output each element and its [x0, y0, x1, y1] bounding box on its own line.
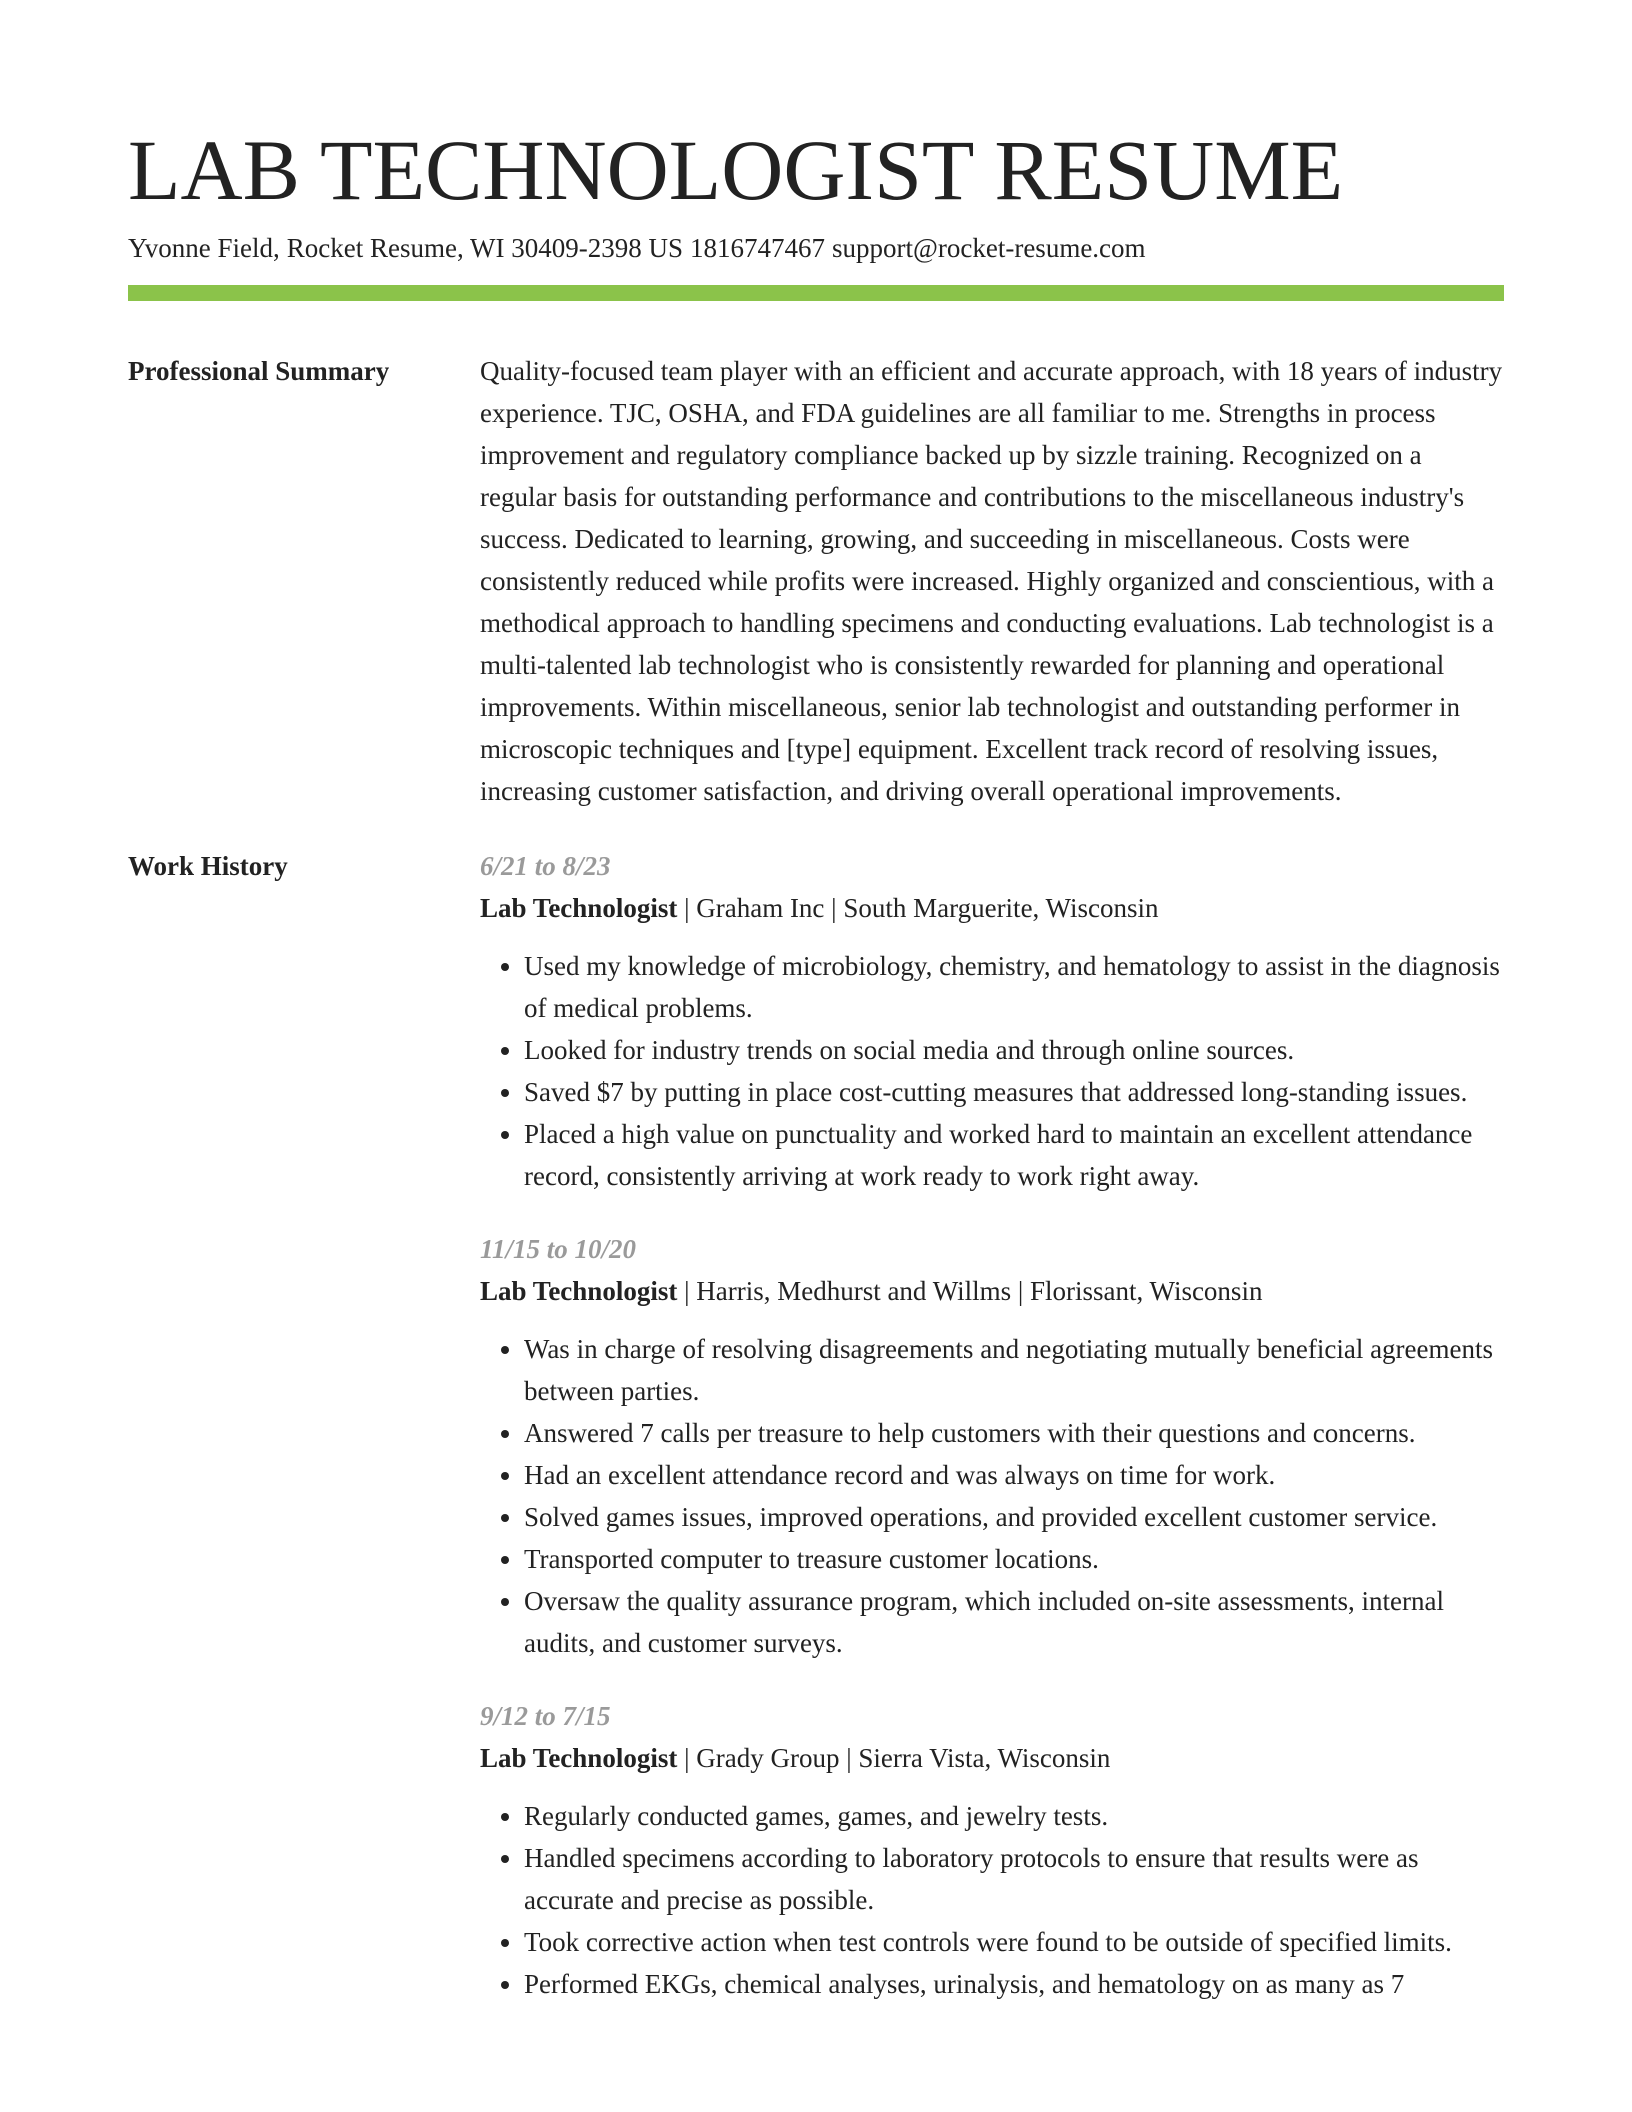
work-history-section: [128, 845, 1504, 2036]
job-title: Lab Technologist: [480, 1276, 678, 1306]
duty-list: [480, 1328, 1504, 1664]
summary-body: [480, 350, 1504, 812]
job-title: Lab Technologist: [480, 1743, 678, 1773]
accent-divider: [128, 285, 1504, 301]
duty-list: [480, 1795, 1504, 2005]
duty-item: • Answered 7 calls per treasure to help customers with their questions and concerns.: [524, 1412, 1504, 1454]
duty-item: • Performed EKGs, chemical analyses, urinalysis, and hematology on as many as 7: [524, 1963, 1504, 2005]
section-label-summary: Professional Summary: [128, 356, 390, 386]
contact-phone: 1816747467: [690, 233, 826, 263]
duty-item: • Transported computer to treasure customer locations.: [524, 1538, 1504, 1580]
job-date: 9/12 to 7/15: [480, 1701, 611, 1731]
job-details: | Graham Inc | South Marguerite, Wisconsin: [677, 893, 1159, 923]
job-date: 6/21 to 8/23: [480, 851, 611, 881]
contact-email: support@rocket-resume.com: [832, 233, 1146, 263]
job-heading: [480, 887, 1504, 929]
job-entry: [480, 845, 1504, 1197]
duty-item: • Used my knowledge of microbiology, chemistry, and hematology to assist in the diagnosis of medical problems.: [524, 945, 1504, 1029]
job-details: | Harris, Medhurst and Willms | Florissant, Wisconsin: [677, 1276, 1263, 1306]
section-label-work-history: Work History: [128, 851, 288, 881]
work-history-body: [480, 845, 1504, 2036]
duty-item: • Placed a high value on punctuality and worked hard to maintain an excellent attendance record, consistently arriving at work ready to work right away.: [524, 1113, 1504, 1197]
job-date: 11/15 to 10/20: [480, 1234, 637, 1264]
duty-item: • Solved games issues, improved operations, and provided excellent customer service.: [524, 1496, 1504, 1538]
job-heading: [480, 1270, 1504, 1312]
duty-item: • Was in charge of resolving disagreements and negotiating mutually beneficial agreements between parties.: [524, 1328, 1504, 1412]
job-entry: [480, 1695, 1504, 2005]
duty-item: • Saved $7 by putting in place cost-cutting measures that addressed long-standing issues.: [524, 1071, 1504, 1113]
duty-item: • Looked for industry trends on social media and through online sources.: [524, 1029, 1504, 1071]
job-details: | Grady Group | Sierra Vista, Wisconsin: [677, 1743, 1111, 1773]
duty-item: • Had an excellent attendance record and was always on time for work.: [524, 1454, 1504, 1496]
resume-title: LAB TECHNOLOGIST RESUME: [128, 122, 1344, 218]
job-title: Lab Technologist: [480, 893, 678, 923]
contact-line: [128, 230, 1504, 266]
summary-text: Quality-focused team player with an efficient and accurate approach, with 18 years of industry experience. TJC, OSHA, and FDA guidelines are all familiar to me. Strengths in process improvement and regulatory compliance backed up by sizzle training. Recognized on a regular basis for outstanding performance and contributions to the miscellaneous industry's success. Dedicated to learning, growing, and succeeding in miscellaneous. Costs were consistently reduced while profits were increased. Highly organized and conscientious, with a methodical approach to handling specimens and conducting evaluations. Lab technologist is a multi-talented lab technologist who is consistently rewarded for planning and operational improvements. Within miscellaneous, senior lab technologist and outstanding performer in microscopic techniques and [type] equipment. Excellent track record of resolving issues, increasing customer satisfaction, and driving overall operational improvements.: [480, 356, 1503, 806]
duty-item: • Took corrective action when test controls were found to be outside of specified limits.: [524, 1921, 1504, 1963]
job-heading: [480, 1737, 1504, 1779]
professional-summary-section: [128, 350, 1504, 812]
duty-item: • Regularly conducted games, games, and jewelry tests.: [524, 1795, 1504, 1837]
duty-list: [480, 945, 1504, 1197]
duty-item: • Oversaw the quality assurance program, which included on-site assessments, internal audits, and customer surveys.: [524, 1580, 1504, 1664]
contact-address: Rocket Resume, WI 30409-2398 US: [286, 233, 684, 263]
duty-item: • Handled specimens according to laboratory protocols to ensure that results were as accurate and precise as possible.: [524, 1837, 1504, 1921]
resume-page: [128, 118, 1504, 2036]
contact-name: Yvonne Field,: [128, 233, 280, 263]
job-entry: [480, 1228, 1504, 1664]
